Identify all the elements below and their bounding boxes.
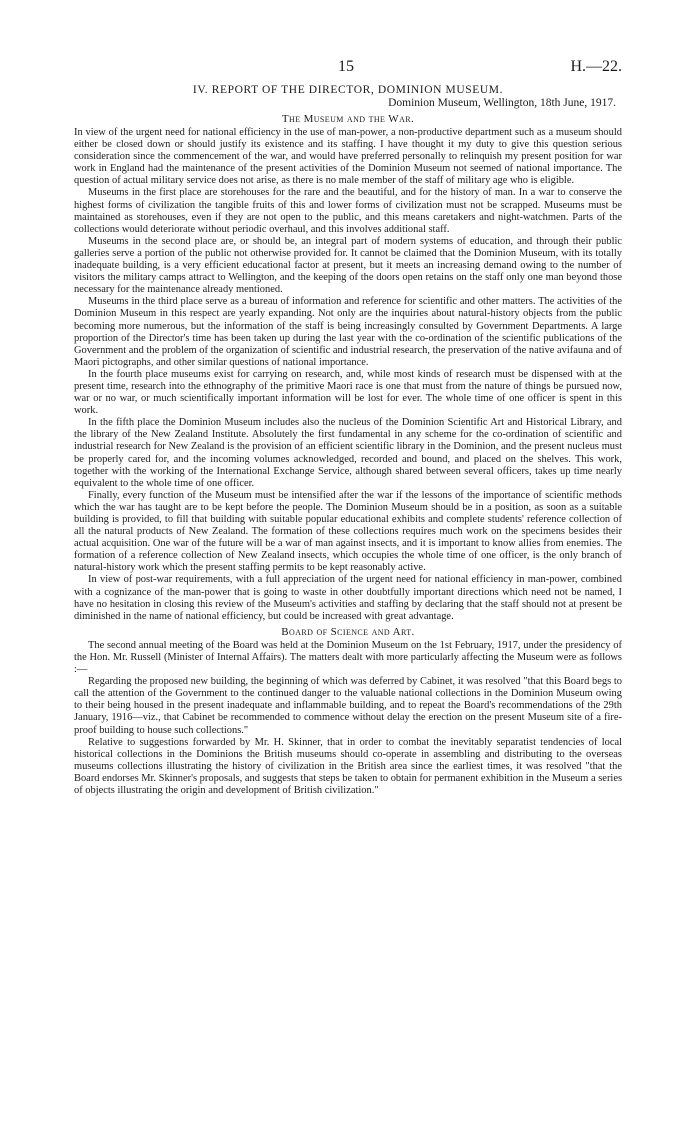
paragraph: Relative to suggestions forwarded by Mr. H. Skinner, that in order to combat the inevitably separatist tendencies of local historical collections in the Dominions the British museums should co-operate in assembling and distributing to the overseas museums collections illustrating the history of civilization in the British area since the earliest times, it was resolved "that the Board endorses Mr. Skinner's proposals, and suggests that steps be taken to obtain for permanent exhibition in the Museum a series of objects illustrating the origin and development of British civilization."	[74, 736, 623, 796]
paragraph: In the fourth place museums exist for carrying on research, and, while most kinds of research must be dispensed with at the present time, research into the ethnography of the primitive Maori race is one that must from the nature of things be pursued now, war or no war, or much scientifically important information will be lost for ever. The whole time of one officer is spent in this work.	[74, 368, 622, 417]
paragraph: The second annual meeting of the Board was held at the Dominion Museum on the 1st February, 1917, under the presidency of the Hon. Mr. Russell (Minister of Internal Affairs). The matters dealt with more particularly affecting the Museum were as follows :—	[74, 639, 622, 676]
paragraph: Museums in the third place serve as a bureau of information and reference for scientific and other matters. The activities of the Dominion Museum in this respect are yearly expanding. Not only are the inquiries about natural-history objects from the public becoming more numerous, but the information of the staff is being increasingly consulted by Government Departments. A large proportion of the Director's time has been taken up during the last year with the co-ordination of the scientific publications of the Government and the problem of the organization of scientific and industrial research, the preservation of the native avifauna and of Maori pictographs, and other similar questions of national importance.	[74, 296, 622, 368]
section-heading: The Museum and the War.	[281, 113, 415, 125]
section-heading: Board of Science and Art.	[281, 625, 415, 638]
document-code: H.—22.	[570, 58, 622, 75]
report-dateline: Dominion Museum, Wellington, 18th June, 1917.	[388, 97, 616, 109]
paragraph: Regarding the proposed new building, the beginning of which was deferred by Cabinet, it was resolved "that this Board begs to call the attention of the Government to the continued danger to the valuable national collections in the Dominion Museum owing to their being housed in the present inadequate and inflammable building, and to repeat the Board's recommendations of the 29th January, 1916—viz., that Cabinet be recommended to commence without delay the erection on the present Museum site of a fire-proof building to house such collections."	[74, 676, 622, 736]
page-number: 15	[338, 58, 354, 75]
paragraph: Museums in the second place are, or should be, an integral part of modern systems of education, and through their public galleries serve a portion of the public not otherwise provided for. It cannot be claimed that the Dominion Museum, with its totally inadequate building, is a very efficient educational factor at present, but it meets an increasing demand owing to the number of visitors the military camps attract to Wellington, and the keeping of the doors open retains on the staff only one man beyond those necessary for the maintenance already mentioned.	[74, 235, 622, 296]
report-title: IV. REPORT OF THE DIRECTOR, DOMINION MUSEUM.	[192, 84, 504, 96]
section-museum-and-war	[74, 113, 622, 623]
paragraph: In the fifth place the Dominion Museum includes also the nucleus of the Dominion Scientific Art and Historical Library, and the library of the New Zealand Institute. Absolutely the first fundamental in any scheme for the co-ordination of scientific and industrial research for New Zealand is the provision of an efficient scientific library in the Dominion, and the present nucleus must be properly cared for, and the incoming volumes acknowledged, recorded and bound, and placed on the shelves. This work, together with the working of the International Exchange Service, although shared between several officers, takes up time nearly equivalent to the whole time of one officer.	[74, 417, 622, 489]
paragraph: Museums in the first place are storehouses for the rare and the beautiful, and for the history of man. In a war to conserve the highest forms of civilization the tangible fruits of this and lower forms of civilization must not be scrapped. Museums must be maintained as storehouses, even if they are not open to the public, and this means caretakers and night-watchmen. Parts of the collections would deteriorate without periodic overhaul, and this involves additional staff.	[74, 187, 622, 235]
paragraph: Finally, every function of the Museum must be intensified after the war if the lessons of the importance of scientific methods which the war has taught are to be kept before the people. The Dominion Museum should be in a position, as soon as a suitable building is provided, to fill that building with suitable popular educational exhibits and complete students' reference collection of all the natural products of New Zealand. The formation of these collections requires much work on the specimens besides their actual acquisition. One war of the future will be a war of man against insects, and it is important to know allies from enemies. The formation of a reference collection of New Zealand insects, which occupies the whole time of one officer, is the only branch of natural-history work which the present staffing permits to be kept reasonably active.	[74, 489, 622, 574]
page-header	[74, 58, 622, 80]
section-board-of-science-and-art	[74, 626, 622, 797]
paragraph: In view of post-war requirements, with a full appreciation of the urgent need for national efficiency in man-power, combined with a cognizance of the man-power that is going to waste in other doubtfully important directions which need not be named, I have no hesitation in closing this review of the Museum's activities and staffing by declaring that the staff should not at present be diminished in the name of national efficiency, but could be increased with great advantage.	[74, 574, 622, 622]
paragraph: In view of the urgent need for national efficiency in the use of man-power, a non-productive department such as a museum should either be closed down or should justify its existence and its staffing. I have thought it my duty to give this question serious consideration since the commencement of the war, and would have preferred personally to relinquish my present position for war work in England had the maintenance of the present activities of the Dominion Museum not seemed of national importance. The question of actual military service does not arise, as there is no male member of the staff of military age who is eligible.	[74, 127, 622, 187]
